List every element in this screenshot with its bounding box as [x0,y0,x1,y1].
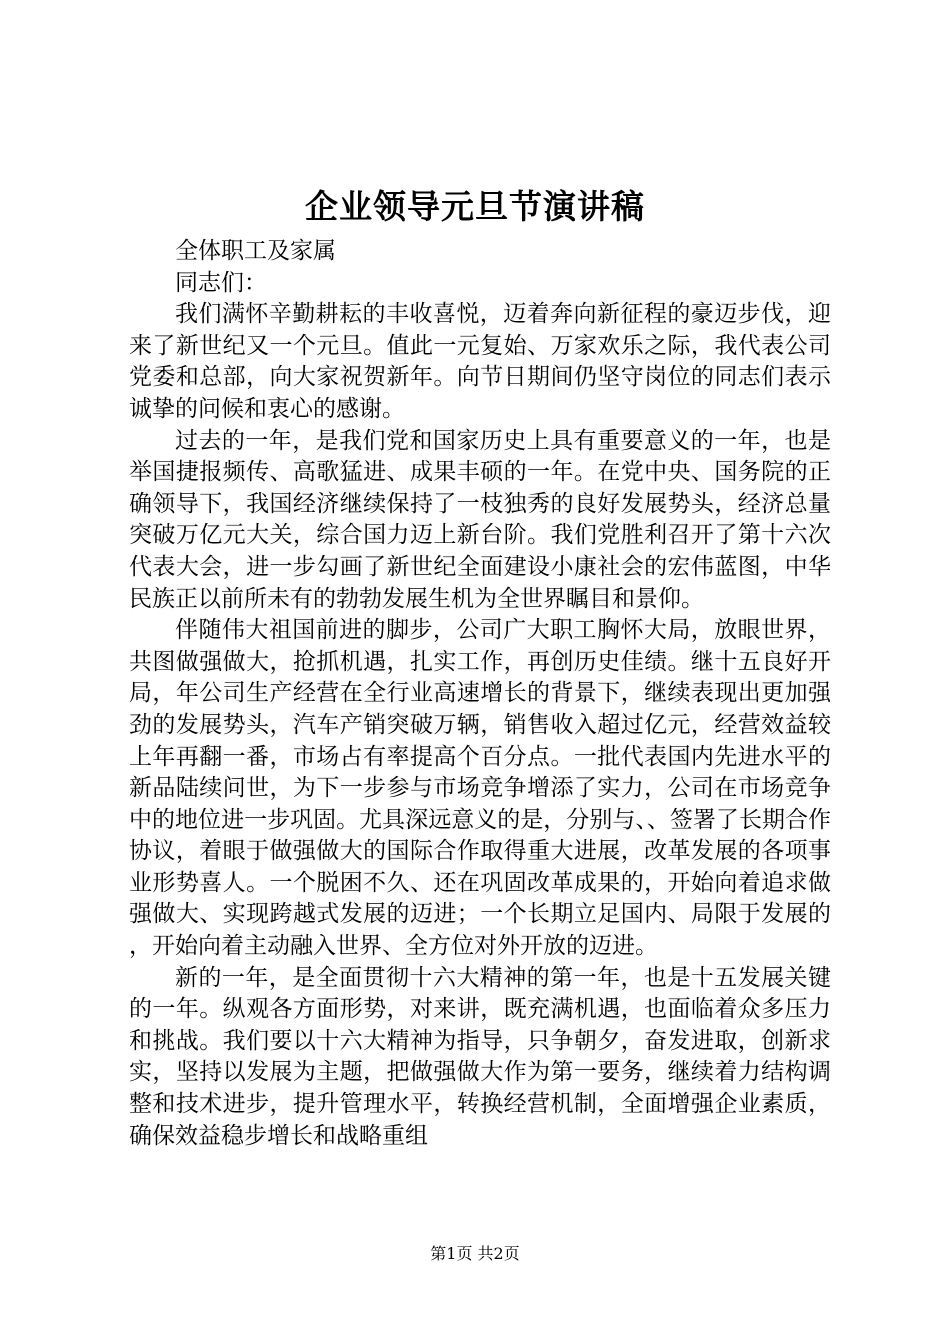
body-paragraph: 我们满怀辛勤耕耘的丰收喜悦，迈着奔向新征程的豪迈步伐，迎来了新世纪又一个元旦。值此一元复始、万家欢乐之际，我代表公司党委和总部，向大家祝贺新年。向节日期间仍坚守岗位的同志们表示诚挚的问候和衷心的感谢。 [129,301,831,422]
salutation-line: 同志们： [175,269,267,296]
document-title: 企业领导元旦节演讲稿 [305,187,645,226]
body-paragraph: 新的一年，是全面贯彻十六大精神的第一年，也是十五发展关键的一年。纵观各方面形势，对来讲，既充满机遇，也面临着众多压力和挑战。我们要以十六大精神为指导，只争朝夕，奋发进取，创新求实，坚持以发展为主题，把做强做大作为第一要务，继续着力结构调整和技术进步，提升管理水平，转换经营机制，全面增强企业素质，确保效益稳步增长和战略重组 [129,964,831,1149]
salutation-line: 全体职工及家属 [175,238,336,264]
body-paragraph: 伴随伟大祖国前进的脚步，公司广大职工胸怀大局，放眼世界，共图做强做大，抢抓机遇，扎实工作，再创历史佳绩。继十五良好开局，年公司生产经营在全行业高速增长的背景下，继续表现出更加强劲的发展势头，汽车产销突破万辆，销售收入超过亿元，经营效益较上年再翻一番，市场占有率提高个百分点。一批代表国内先进水平的新品陆续问世，为下一步参与市场竞争增添了实力，公司在市场竞争中的地位进一步巩固。尤具深远意义的是，分别与、、签署了长期合作协议，着眼于做强做大的国际合作取得重大进展，改革发展的各项事业形势喜人。一个脱困不久、还在巩固改革成果的，开始向着追求做强做大、实现跨越式发展的迈进；一个长期立足国内、局限于发展的，开始向着主动融入世界、全方位对外开放的迈进。 [129,617,831,960]
page-footer: 第1页 共2页 [430,1244,520,1263]
body-paragraph: 过去的一年，是我们党和国家历史上具有重要意义的一年，也是举国捷报频传、高歌猛进、成果丰硕的一年。在党中央、国务院的正确领导下，我国经济继续保持了一枝独秀的良好发展势头，经济总量突破万亿元大关，综合国力迈上新台阶。我们党胜利召开了第十六次代表大会，进一步勾画了新世纪全面建设小康社会的宏伟蓝图，中华民族正以前所未有的勃勃发展生机为全世界瞩目和景仰。 [129,427,831,612]
document-body [129,236,831,1152]
